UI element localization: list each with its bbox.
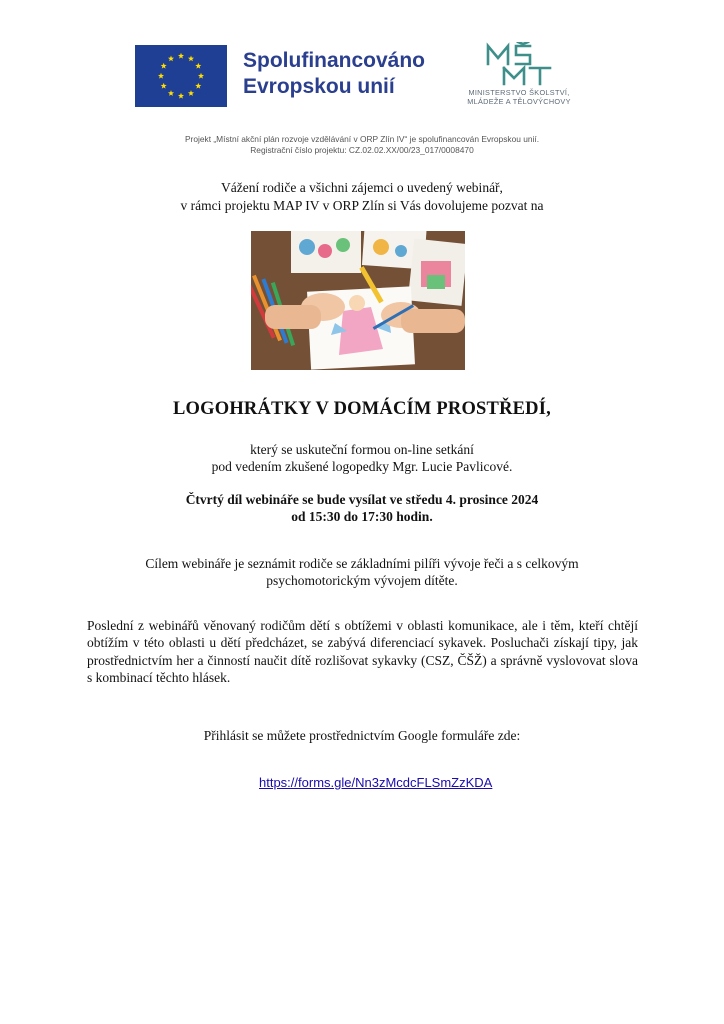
subtitle-line-1: který se uskuteční formou on-line setkání xyxy=(250,442,474,457)
google-form-link[interactable]: https://forms.gle/Nn3zMcdcFLSmZzKDA xyxy=(259,775,493,790)
goal-line-2: psychomotorickým vývojem dítěte. xyxy=(266,573,458,588)
msmt-name xyxy=(452,88,586,106)
msmt-logo-icon xyxy=(484,42,554,86)
msmt-logo xyxy=(452,42,586,112)
intro-line-1: Vážení rodiče a všichni zájemci o uvedený webinář, xyxy=(221,180,503,195)
goal-line-1: Cílem webináře je seznámit rodiče se základními pilíři vývoje řeči a s celkovým xyxy=(145,556,579,571)
broadcast-line-1: Čtvrtý díl webináře se bude vysílat ve středu 4. prosince 2024 xyxy=(185,492,539,507)
msmt-line-2: MLÁDEŽE A TĚLOVÝCHOVY xyxy=(467,97,571,106)
project-note-line-1: Projekt „Místní akční plán rozvoje vzdělávání v ORP Zlín IV“ je spolufinancován Evropskou unií. xyxy=(184,134,540,144)
event-title: LOGOHRÁTKY V DOMÁCÍM PROSTŘEDÍ, xyxy=(173,399,551,419)
webinar-description: Poslední z webinářů věnovaný rodičům dětí s obtížemi v oblasti komunikace, ale i těm, kteří chtějí obtížím v této oblasti u dětí předcházet, se zabývá diferenciací sykavek. Posluchači získají tipy, jak prostřednictvím her a činností naučit dítě rozlišovat sykavky (CSZ, ČŠŽ) a správně vyslovovat slova s kombinací těchto hlásek. xyxy=(87,618,638,685)
webinar-goal xyxy=(80,555,644,589)
eu-line-1: Spolufinancováno xyxy=(243,49,426,72)
child-coloring-photo xyxy=(251,231,465,370)
intro-paragraph xyxy=(80,179,644,215)
eu-flag-icon xyxy=(135,45,227,107)
project-note-line-2: Registrační číslo projektu: CZ.02.02.XX/00/23_017/0008470 xyxy=(250,145,474,155)
project-note xyxy=(100,134,624,156)
broadcast-schedule xyxy=(80,491,644,525)
event-subtitle xyxy=(80,441,644,475)
msmt-line-1: MINISTERSTVO ŠKOLSTVÍ, xyxy=(468,88,570,97)
eu-cofinanced-label xyxy=(243,48,425,100)
intro-line-2: v rámci projektu MAP IV v ORP Zlín si Vás dovolujeme pozvat na xyxy=(180,198,544,213)
signup-instructions: Přihlásit se můžete prostřednictvím Google formuláře zde: xyxy=(203,728,521,743)
subtitle-line-2: pod vedením zkušené logopedky Mgr. Lucie Pavlicové. xyxy=(211,459,513,474)
broadcast-line-2: od 15:30 do 17:30 hodin. xyxy=(291,509,433,524)
eu-line-2: Evropskou unií xyxy=(243,75,395,98)
